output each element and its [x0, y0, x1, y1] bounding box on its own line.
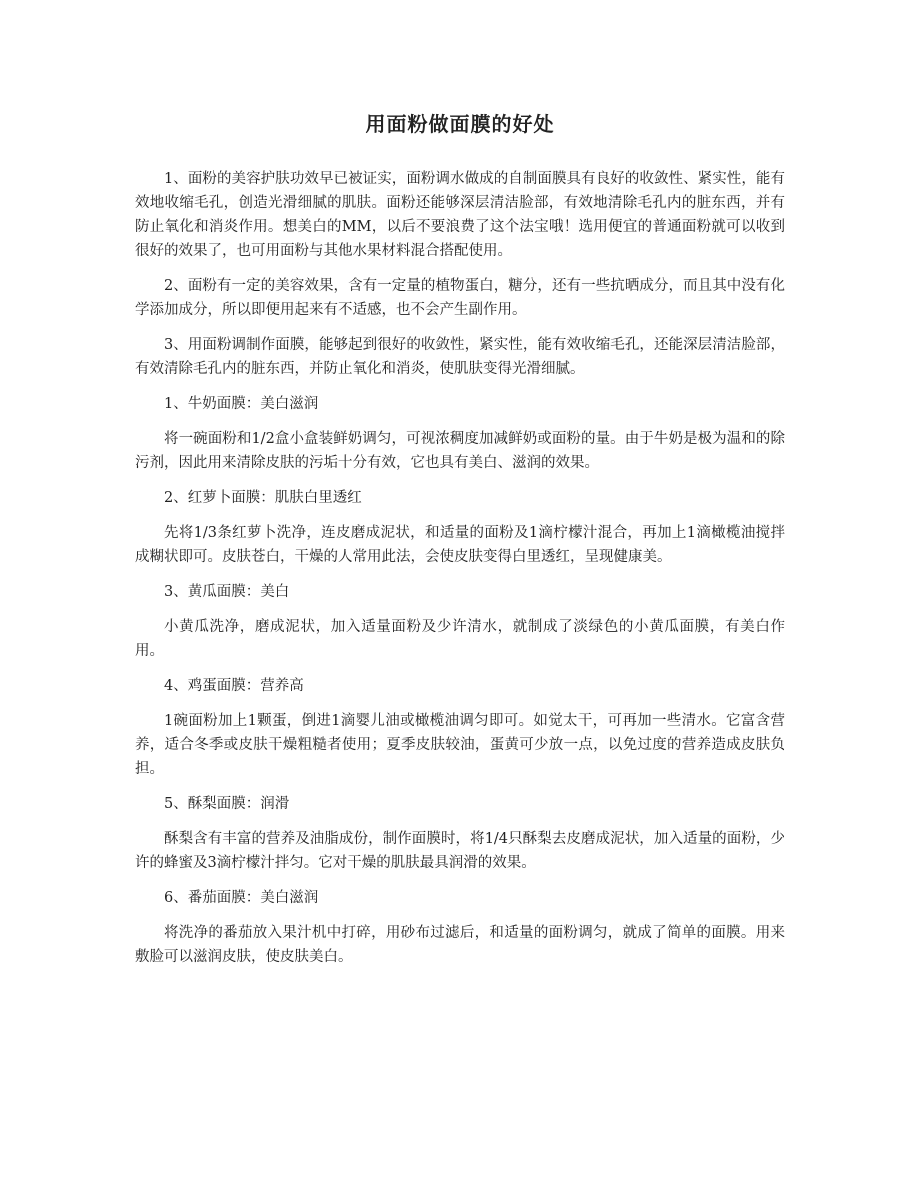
paragraph-tomato-mask: 将洗净的番茄放入果汁机中打碎，用砂布过滤后，和适量的面粉调匀，就成了简单的面膜。用来敷脸可以滋润皮肤，使皮肤美白。	[135, 925, 785, 965]
section-heading-pear-mask: 5、酥梨面膜：润滑	[164, 796, 290, 812]
paragraph-cucumber-mask: 小黄瓜洗净，磨成泥状，加入适量面粉及少许清水，就制成了淡绿色的小黄瓜面膜，有美白作用。	[135, 619, 785, 659]
section-heading-milk-mask: 1、牛奶面膜：美白滋润	[164, 396, 319, 412]
paragraph-benefit-1: 1、面粉的美容护肤功效早已被证实，面粉调水做成的自制面膜具有良好的收敛性、紧实性，能有效地收缩毛孔，创造光滑细腻的肌肤。面粉还能够深层清洁脸部，有效地清除毛孔内的脏东西，并有防止氧化和消炎作用。想美白的MM，以后不要浪费了这个法宝哦！选用便宜的普通面粉就可以收到很好的效果了，也可用面粉与其他水果材料混合搭配使用。	[135, 171, 785, 259]
paragraph-pear-mask: 酥梨含有丰富的营养及油脂成份，制作面膜时，将1/4只酥梨去皮磨成泥状，加入适量的面粉，少许的蜂蜜及3滴柠檬汁拌匀。它对干燥的肌肤最具润滑的效果。	[135, 831, 785, 871]
paragraph-egg-mask: 1碗面粉加上1颗蛋，倒进1滴婴儿油或橄榄油调匀即可。如觉太干，可再加一些清水。它富含营养，适合冬季或皮肤干燥粗糙者使用；夏季皮肤较油，蛋黄可少放一点，以免过度的营养造成皮肤负担。	[135, 713, 785, 777]
section-heading-carrot-mask: 2、红萝卜面膜：肌肤白里透红	[164, 490, 362, 506]
paragraph-benefit-2: 2、面粉有一定的美容效果，含有一定量的植物蛋白，糖分，还有一些抗晒成分，而且其中没有化学添加成分，所以即便用起来有不适感，也不会产生副作用。	[135, 278, 785, 318]
paragraph-carrot-mask: 先将1/3条红萝卜洗净，连皮磨成泥状，和适量的面粉及1滴柠檬汁混合，再加上1滴橄榄油搅拌成糊状即可。皮肤苍白，干燥的人常用此法，会使皮肤变得白里透红，呈现健康美。	[135, 525, 785, 565]
document-page	[135, 100, 785, 980]
paragraph-milk-mask: 将一碗面粉和1/2盒小盒装鲜奶调匀，可视浓稠度加减鲜奶或面粉的量。由于牛奶是极为温和的除污剂，因此用来清除皮肤的污垢十分有效，它也具有美白、滋润的效果。	[135, 431, 785, 471]
section-heading-tomato-mask: 6、番茄面膜：美白滋润	[164, 890, 319, 906]
section-heading-egg-mask: 4、鸡蛋面膜：营养高	[164, 678, 304, 694]
section-heading-cucumber-mask: 3、黄瓜面膜：美白	[164, 584, 290, 600]
paragraph-benefit-3: 3、用面粉调制作面膜，能够起到很好的收敛性，紧实性，能有效收缩毛孔，还能深层清洁脸部，有效清除毛孔内的脏东西，并防止氧化和消炎，使肌肤变得光滑细腻。	[135, 337, 785, 377]
document-title: 用面粉做面膜的好处	[365, 112, 555, 136]
